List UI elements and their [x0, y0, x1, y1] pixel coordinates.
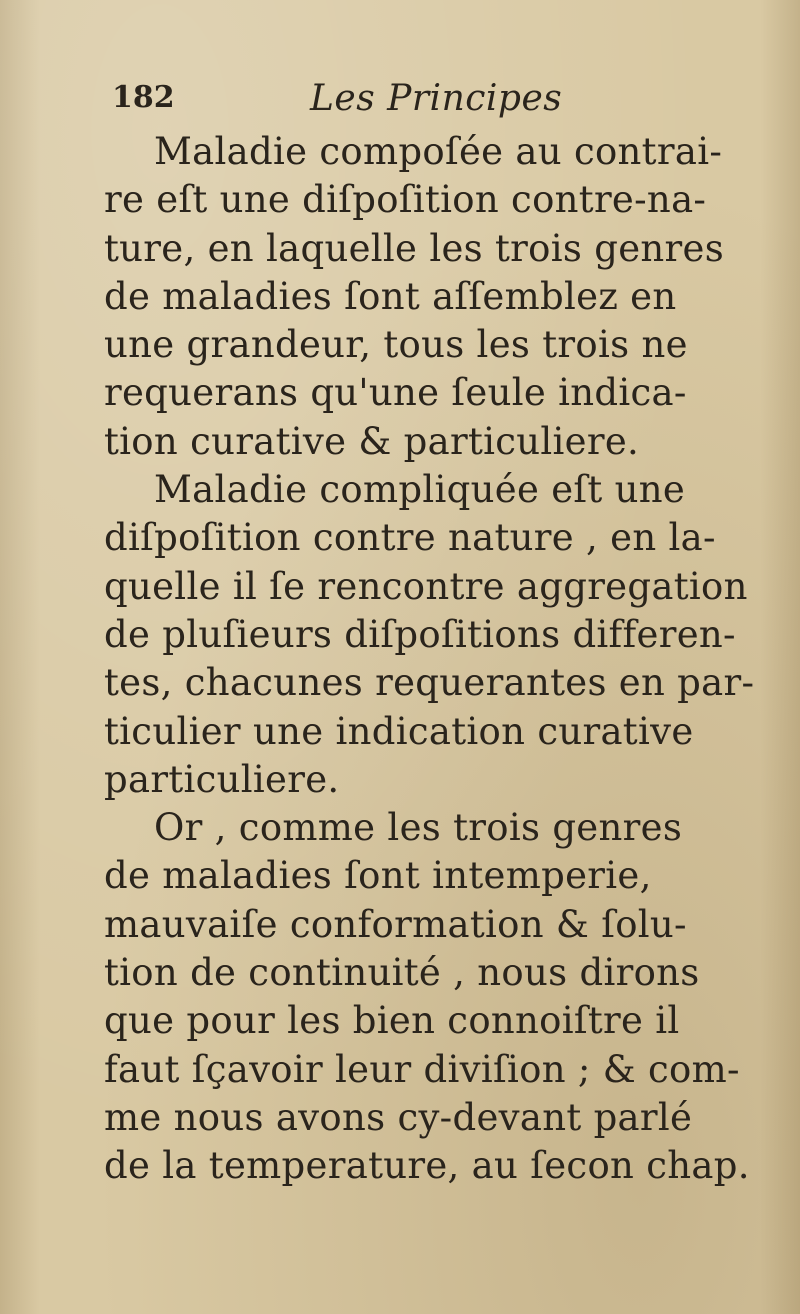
- text-line: particuliere.: [104, 757, 340, 801]
- text-line: faut ſçavoir leur diviſion ; & com-: [104, 1047, 740, 1091]
- text-line: requerans qu'une ſeule indica-: [104, 371, 687, 415]
- text-line: ture, en laquelle les trois genres: [104, 226, 724, 270]
- text-line: tes, chacunes requerantes en par-: [104, 661, 755, 705]
- text-line: de pluſieurs diſpoſitions differen-: [104, 612, 736, 656]
- text-line: tion de continuité , nous dirons: [104, 951, 700, 995]
- text-line: mauvaiſe conformation & ſolu-: [104, 902, 687, 946]
- text-line: que pour les bien connoiſtre il: [104, 999, 680, 1043]
- running-title: Les Principes: [310, 78, 563, 119]
- body-text: [104, 128, 755, 1191]
- text-line: me nous avons cy-devant parlé: [104, 1095, 693, 1139]
- text-line: de la temperature, au ſecon chap.: [104, 1144, 750, 1188]
- text-line: ticulier une indication curative: [104, 709, 694, 753]
- text-line: diſpoſition contre nature , en la-: [104, 516, 716, 560]
- text-line: Maladie compliquée eſt une: [154, 468, 686, 512]
- page-number: 182: [112, 80, 175, 115]
- text-line: Maladie compoſée au contrai-: [154, 130, 723, 173]
- running-head: [112, 80, 712, 130]
- text-line: une grandeur, tous les trois ne: [104, 323, 688, 367]
- text-line: de maladies ſont aſſemblez en: [104, 274, 677, 318]
- text-line: Or , comme les trois genres: [154, 806, 683, 850]
- text-line: re eſt une diſpoſition contre-na-: [104, 178, 707, 222]
- text-line: tion curative & particuliere.: [104, 419, 640, 463]
- text-line: quelle il ſe rencontre aggregation: [104, 564, 748, 608]
- text-line: de maladies ſont intemperie,: [104, 854, 652, 898]
